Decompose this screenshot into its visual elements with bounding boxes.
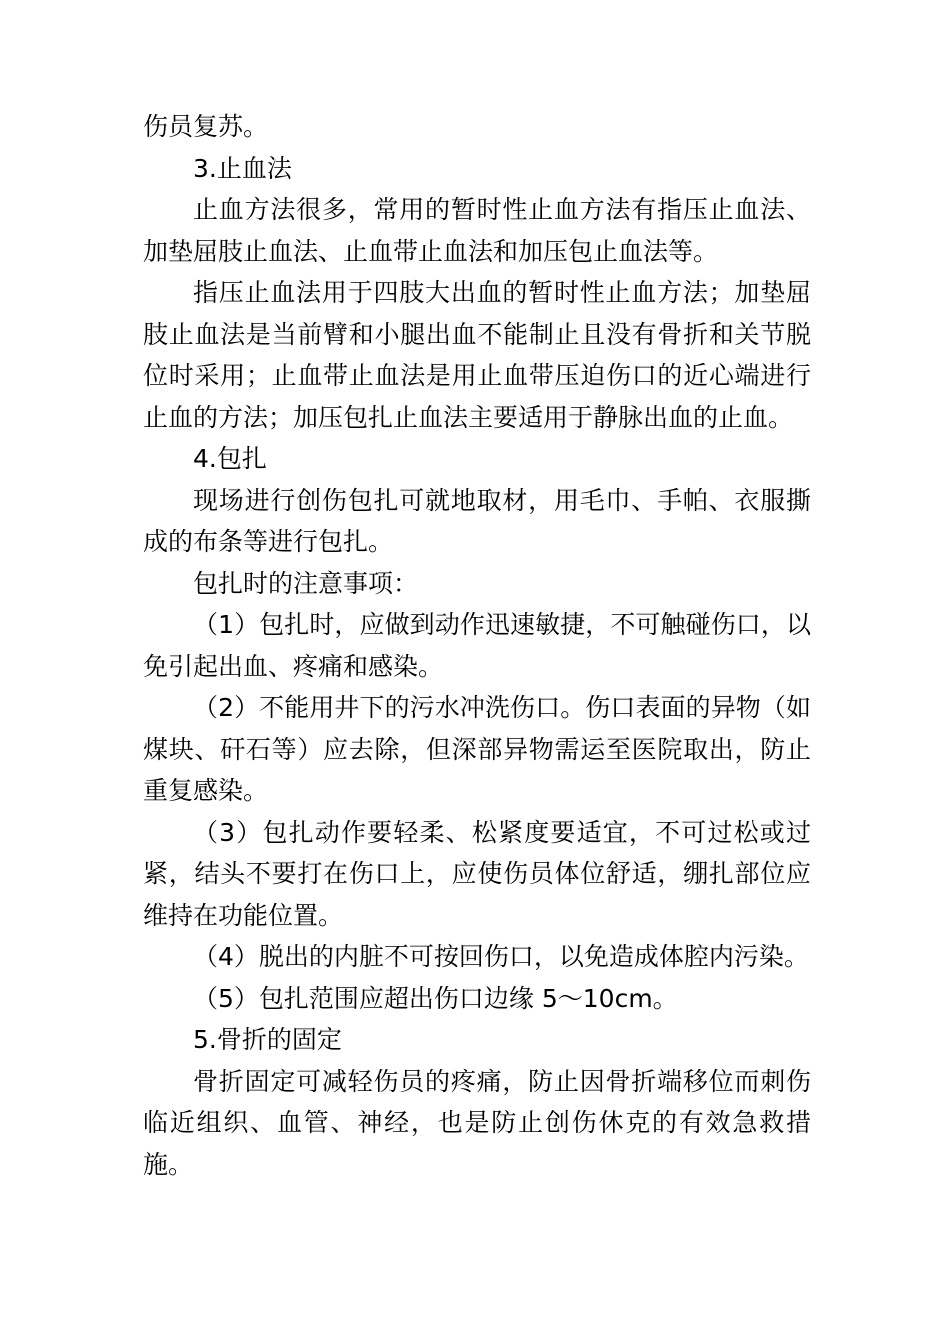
paragraph-hemostasis-details: 指压止血法用于四肢大出血的暂时性止血方法；加垫屈肢止血法是当前臂和小腿出血不能制止且没有骨折和关节脱位时采用；止血带止血法是用止血带压迫伤口的近心端进行止血的方法；加压包扎止血法主要适用于静脉出血的止血。 <box>143 278 811 432</box>
paragraph-bandaging-notes-intro: 包扎时的注意事项： <box>193 568 419 598</box>
paragraph-continuation: 伤员复苏。 <box>143 112 269 141</box>
list-item-note-1: （1）包扎时，应做到动作迅速敏捷，不可触碰伤口，以免引起出血、疼痛和感染。 <box>143 610 811 681</box>
document-page <box>143 106 811 1185</box>
section-heading-fracture-fixation: 5.骨折的固定 <box>193 1025 342 1054</box>
list-item-note-4: （4）脱出的内脏不可按回伤口，以免造成体腔内污染。 <box>193 942 809 971</box>
paragraph-fracture-fixation: 骨折固定可减轻伤员的疼痛，防止因骨折端移位而刺伤临近组织、血管、神经，也是防止创伤休克的有效急救措施。 <box>143 1066 811 1179</box>
list-item-note-2: （2）不能用井下的污水冲洗伤口。伤口表面的异物（如煤块、矸石等）应去除，但深部异物需运至医院取出，防止重复感染。 <box>143 693 811 805</box>
list-item-note-5: （5）包扎范围应超出伤口边缘 5～10cm。 <box>193 983 678 1013</box>
section-heading-bandaging: 4.包扎 <box>193 444 267 473</box>
list-item-note-3: （3）包扎动作要轻柔、松紧度要适宜，不可过松或过紧，结头不要打在伤口上，应使伤员体位舒适，绷扎部位应维持在功能位置。 <box>143 817 811 930</box>
section-heading-hemostasis: 3.止血法 <box>193 153 292 183</box>
paragraph-bandaging-materials: 现场进行创伤包扎可就地取材，用毛巾、手帕、衣服撕成的布条等进行包扎。 <box>143 485 811 556</box>
paragraph-hemostasis-methods: 止血方法很多，常用的暂时性止血方法有指压止血法、加垫屈肢止血法、止血带止血法和加压包止血法等。 <box>143 195 811 266</box>
